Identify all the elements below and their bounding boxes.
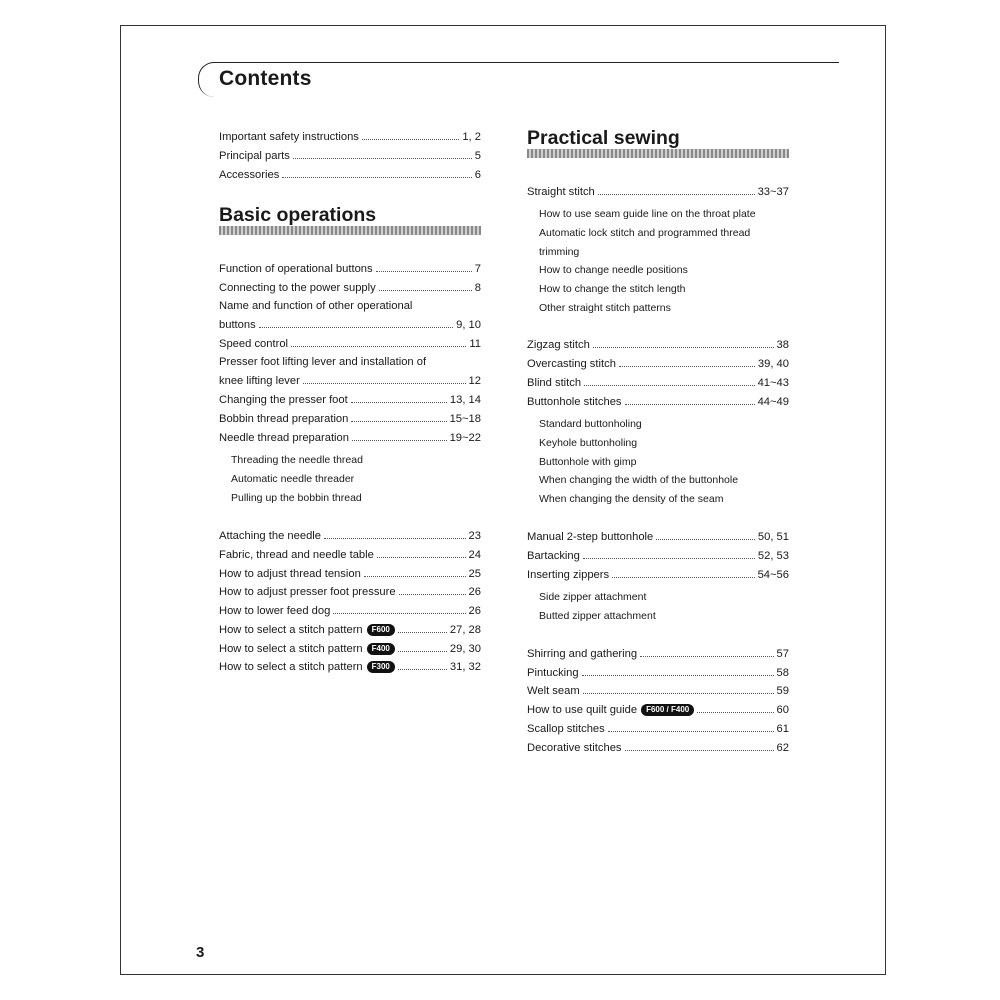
page-number: 3 (196, 944, 205, 961)
leader-dots (619, 355, 755, 367)
leader-dots (608, 720, 774, 732)
toc-subitem[interactable]: Standard buttonholing (539, 418, 642, 430)
leader-dots (398, 658, 447, 670)
toc-row-knee-lever[interactable] (219, 372, 481, 390)
leader-dots (583, 682, 774, 694)
leader-dots (377, 546, 466, 558)
toc-label: How to adjust thread tension (219, 568, 361, 580)
toc-row-thread-tension[interactable] (219, 565, 481, 583)
basic-heading-bar (219, 226, 481, 235)
toc-row-other-buttons[interactable] (219, 316, 481, 334)
toc-row-blind-stitch[interactable] (527, 374, 789, 392)
toc-pages: 26 (468, 605, 481, 617)
toc-row-zigzag[interactable] (527, 336, 789, 354)
contents-header (198, 62, 839, 97)
toc-row-stitch-f400[interactable] (219, 640, 481, 658)
leader-dots (598, 183, 755, 195)
leader-dots (625, 739, 774, 751)
toc-subitem[interactable]: When changing the width of the buttonhole (539, 474, 739, 486)
toc-pages: 11 (469, 338, 481, 350)
toc-pages: 19~22 (449, 432, 481, 444)
toc-pages: 57 (776, 648, 789, 660)
model-badge-f600-f400: F600 / F400 (641, 704, 694, 716)
toc-label: Zigzag stitch (527, 339, 590, 351)
toc-subitem[interactable]: Side zipper attachment (539, 591, 647, 603)
toc-row-scallop[interactable] (527, 720, 789, 738)
toc-row-function-buttons[interactable] (219, 260, 481, 278)
toc-row-zippers[interactable] (527, 566, 789, 584)
toc-label: Fabric, thread and needle table (219, 549, 374, 561)
toc-pages: 15~18 (449, 413, 481, 425)
basic-operations-heading: Basic operations (219, 204, 377, 226)
model-badge-f600: F600 (367, 624, 395, 636)
toc-label: knee lifting lever (219, 375, 300, 387)
toc-pages: 6 (474, 169, 481, 181)
toc-pages: 1, 2 (462, 131, 481, 143)
toc-pages: 41~43 (757, 377, 789, 389)
leader-dots (259, 316, 453, 328)
toc-subitem[interactable]: How to change the stitch length (539, 283, 686, 295)
toc-row-safety[interactable] (219, 128, 481, 146)
practical-sewing-heading: Practical sewing (527, 127, 680, 149)
leader-dots (352, 429, 447, 441)
toc-row-power-supply[interactable] (219, 279, 481, 297)
toc-subitem[interactable]: trimming (539, 246, 580, 258)
toc-row-buttonhole[interactable] (527, 393, 789, 411)
toc-label: How to lower feed dog (219, 605, 331, 617)
toc-pages: 5 (474, 150, 481, 162)
toc-pages: 12 (468, 375, 481, 387)
toc-pages: 24 (468, 549, 481, 561)
toc-row-stitch-f600[interactable] (219, 621, 481, 639)
leader-dots (362, 128, 459, 140)
toc-row-presser-foot[interactable] (219, 391, 481, 409)
leader-dots (612, 566, 754, 578)
toc-row-welt-seam[interactable] (527, 682, 789, 700)
toc-subitem[interactable]: Other straight stitch patterns (539, 302, 671, 314)
toc-label: Function of operational buttons (219, 263, 373, 275)
toc-row-speed-control[interactable] (219, 335, 481, 353)
toc-label: Accessories (219, 169, 280, 181)
toc-pages: 60 (776, 704, 789, 716)
leader-dots (282, 166, 471, 178)
toc-pages: 58 (776, 667, 789, 679)
toc-row-attaching-needle[interactable] (219, 527, 481, 545)
toc-label: How to select a stitch pattern (219, 643, 363, 655)
toc-row-bartacking[interactable] (527, 547, 789, 565)
toc-label-line1: Name and function of other operational (219, 300, 413, 312)
leader-dots (364, 565, 466, 577)
toc-pages: 33~37 (757, 186, 789, 198)
toc-label: Manual 2-step buttonhole (527, 531, 654, 543)
leader-dots (656, 528, 755, 540)
leader-dots (593, 336, 774, 348)
leader-dots (324, 527, 466, 539)
toc-subitem[interactable]: Automatic lock stitch and programmed thread (539, 227, 751, 239)
toc-subitem[interactable]: How to change needle positions (539, 264, 688, 276)
toc-subitem[interactable]: When changing the density of the seam (539, 493, 724, 505)
toc-label: Pintucking (527, 667, 579, 679)
toc-row-manual-buttonhole[interactable] (527, 528, 789, 546)
leader-dots (351, 391, 447, 403)
toc-label: Speed control (219, 338, 289, 350)
toc-subitem[interactable]: Keyhole buttonholing (539, 437, 638, 449)
toc-pages: 62 (776, 742, 789, 754)
toc-pages: 61 (776, 723, 789, 735)
toc-row-principal-parts[interactable] (219, 147, 481, 165)
leader-dots (293, 147, 472, 159)
leader-dots (333, 602, 465, 614)
toc-label: How to adjust presser foot pressure (219, 586, 396, 598)
toc-pages: 7 (474, 263, 481, 275)
leader-dots (291, 335, 466, 347)
leader-dots (351, 410, 446, 422)
leader-dots (582, 664, 774, 676)
toc-label-line1: Presser foot lifting lever and installation of (219, 356, 427, 368)
toc-row-bobbin[interactable] (219, 410, 481, 428)
leader-dots (697, 701, 773, 713)
toc-pages: 23 (468, 530, 481, 542)
toc-row-accessories[interactable] (219, 166, 481, 184)
toc-label: Inserting zippers (527, 569, 610, 581)
leader-dots (376, 260, 472, 272)
toc-row-decorative[interactable] (527, 739, 789, 757)
toc-pages: 8 (474, 282, 481, 294)
toc-row-straight-stitch[interactable] (527, 183, 789, 201)
toc-label: Straight stitch (527, 186, 595, 198)
toc-row-needle-thread[interactable] (219, 429, 481, 447)
toc-label: Welt seam (527, 685, 580, 697)
toc-pages: 59 (776, 685, 789, 697)
toc-subitem[interactable]: Buttonhole with gimp (539, 456, 637, 468)
toc-pages: 9, 10 (456, 319, 481, 331)
toc-label: Changing the presser foot (219, 394, 348, 406)
toc-row-fabric-table[interactable] (219, 546, 481, 564)
toc-label: How to use quilt guide (527, 704, 638, 716)
toc-pages: 29, 30 (449, 643, 481, 655)
toc-label: Connecting to the power supply (219, 282, 376, 294)
toc-label: Overcasting stitch (527, 358, 616, 370)
toc-label: Attaching the needle (219, 530, 322, 542)
toc-subitem[interactable]: Butted zipper attachment (539, 610, 656, 622)
leader-dots (399, 583, 466, 595)
toc-row-foot-pressure[interactable] (219, 583, 481, 601)
model-badge-f300: F300 (367, 661, 395, 673)
toc-label: Shirring and gathering (527, 648, 638, 660)
toc-label: buttons (219, 319, 256, 331)
toc-pages: 54~56 (757, 569, 789, 581)
toc-label: Buttonhole stitches (527, 396, 622, 408)
leader-dots (379, 279, 472, 291)
toc-pages: 27, 28 (449, 624, 481, 636)
leader-dots (640, 645, 773, 657)
toc-row-quilt-guide[interactable] (527, 701, 789, 719)
toc-label: Scallop stitches (527, 723, 605, 735)
toc-label: Bartacking (527, 550, 580, 562)
leader-dots (398, 621, 447, 633)
toc-pages: 39, 40 (757, 358, 789, 370)
toc-subitem[interactable]: Threading the needle thread (231, 454, 363, 466)
toc-pages: 50, 51 (757, 531, 789, 543)
contents-title: Contents (219, 67, 312, 90)
toc-label: Important safety instructions (219, 131, 359, 143)
toc-label: Decorative stitches (527, 742, 622, 754)
toc-row-stitch-f300[interactable] (219, 658, 481, 676)
leader-dots (584, 374, 754, 386)
toc-subitem[interactable]: Pulling up the bobbin thread (231, 492, 362, 504)
toc-row-feed-dog[interactable] (219, 602, 481, 620)
toc-pages: 31, 32 (449, 661, 481, 673)
toc-pages: 44~49 (757, 396, 789, 408)
toc-pages: 13, 14 (449, 394, 481, 406)
toc-subitem[interactable]: How to use seam guide line on the throat plate (539, 208, 756, 220)
toc-label: Bobbin thread preparation (219, 413, 349, 425)
practical-heading-bar (527, 149, 789, 158)
toc-label: Blind stitch (527, 377, 582, 389)
leader-dots (625, 393, 755, 405)
model-badge-f400: F400 (367, 643, 395, 655)
toc-label: Principal parts (219, 150, 290, 162)
toc-label: How to select a stitch pattern (219, 624, 363, 636)
toc-pages: 52, 53 (757, 550, 789, 562)
toc-subitem[interactable]: Automatic needle threader (231, 473, 355, 485)
toc-pages: 26 (468, 586, 481, 598)
toc-label: How to select a stitch pattern (219, 661, 363, 673)
toc-pages: 25 (468, 568, 481, 580)
leader-dots (398, 640, 447, 652)
toc-row-overcasting[interactable] (527, 355, 789, 373)
leader-dots (583, 547, 755, 559)
toc-label: Needle thread preparation (219, 432, 349, 444)
toc-row-pintucking[interactable] (527, 664, 789, 682)
toc-pages: 38 (776, 339, 789, 351)
toc-row-shirring[interactable] (527, 645, 789, 663)
leader-dots (303, 372, 466, 384)
